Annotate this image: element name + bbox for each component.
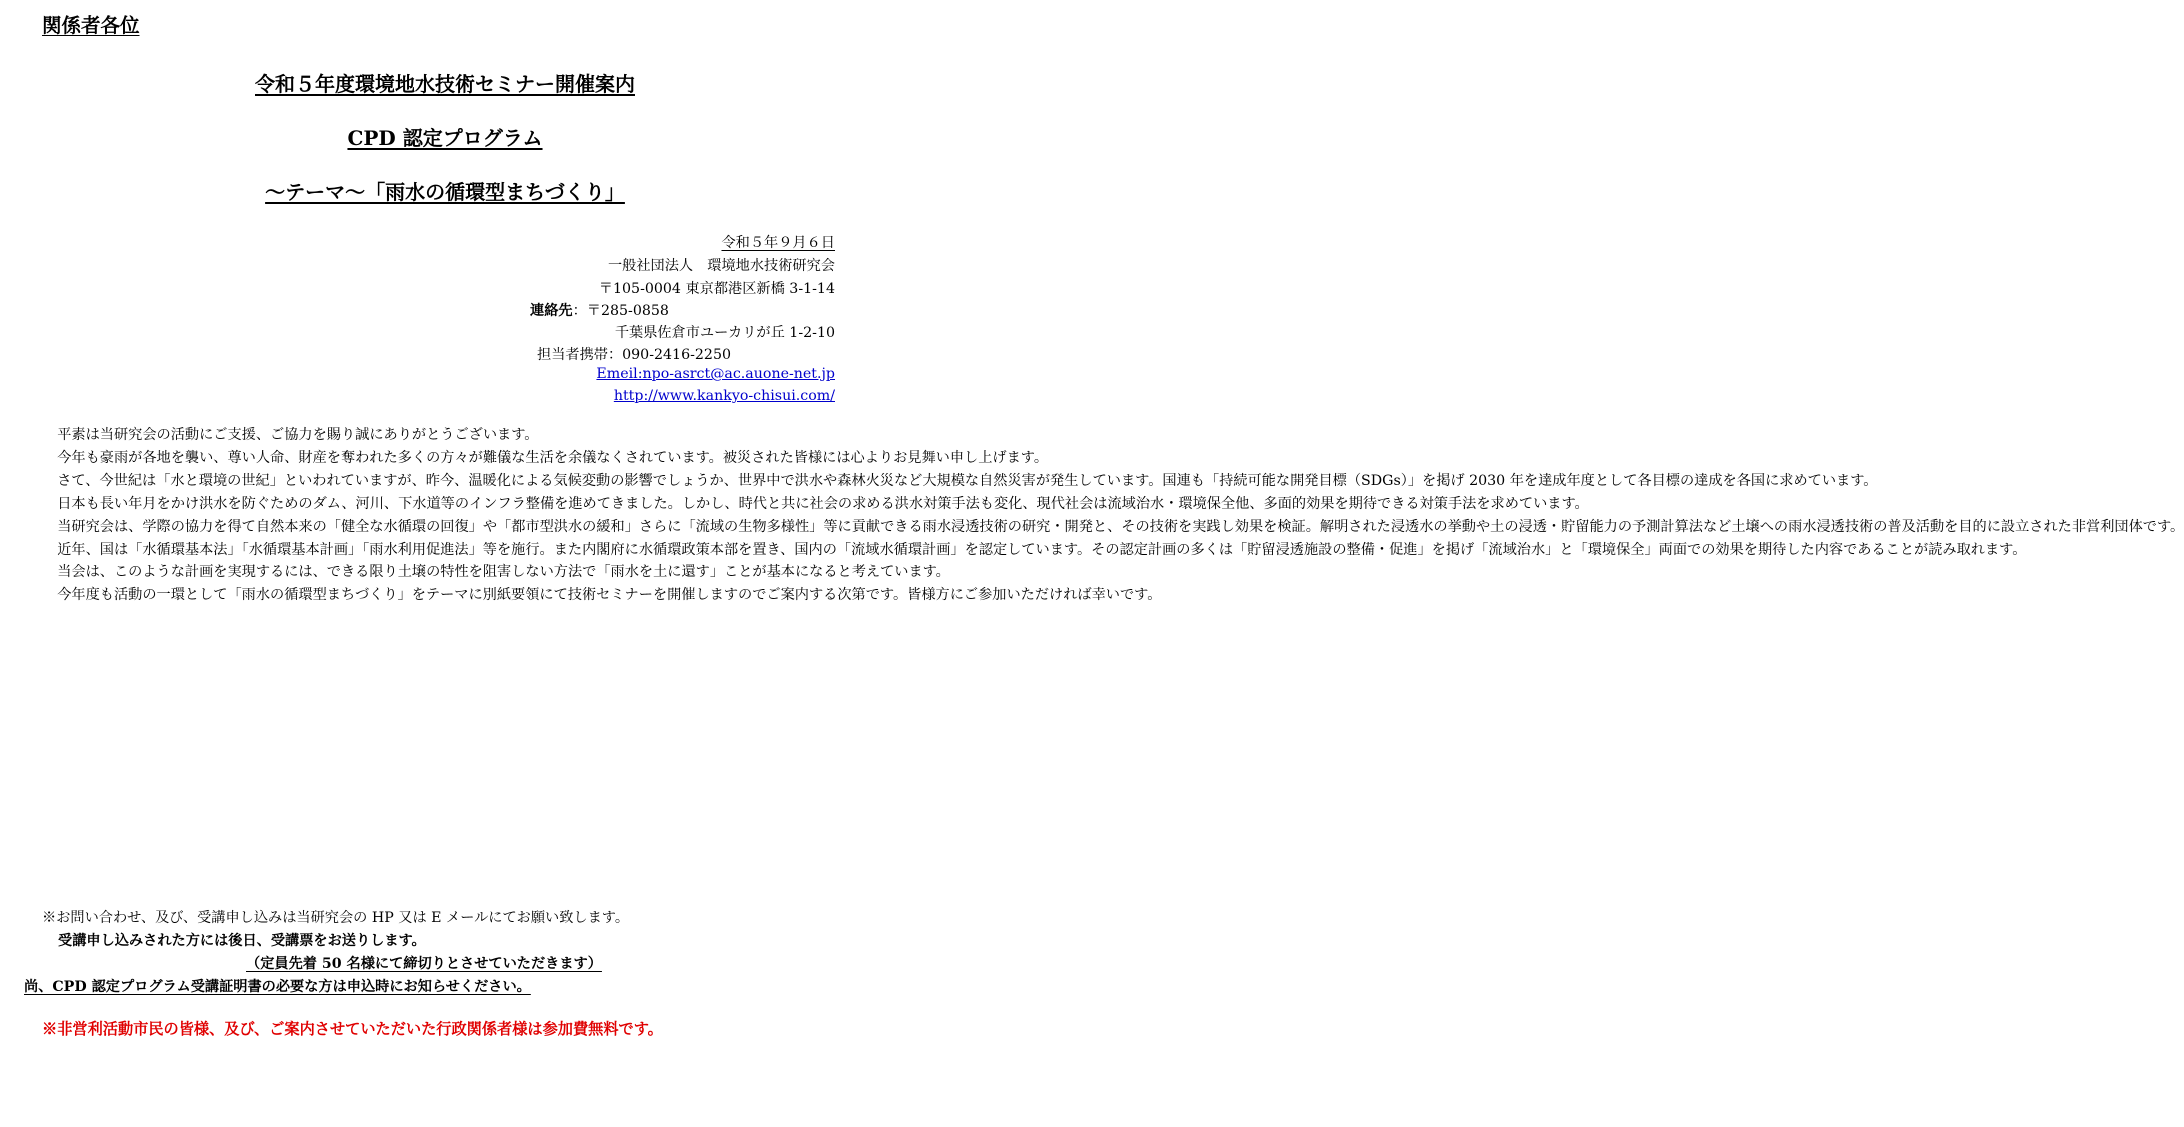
contact-email-link[interactable]: Emeil:npo-asrct@ac.auone-net.jp <box>596 366 835 382</box>
salutation: 関係者各位 <box>42 14 140 37</box>
contact-label: 連絡先 <box>530 303 573 319</box>
free-admission-note: ※非営利活動市民の皆様、及び、ご案内させていただいた行政関係者様は参加費無料です。 <box>42 1020 663 1038</box>
body-paragraph: 近年、国は「水循環基本法」「水循環基本計画」「雨水利用促進法」等を施行。また内閣府に水循環政策本部を置き、国内の「流域水循環計画」を認定しています。その認定計画の多くは「貯留浸透施設の整備・促進」を掲げ「流域治水」と「環境保全」両面での効果を期待した内容であることが読み取れます。 <box>57 541 2027 558</box>
contact-phone: 担当者携帯：090-2416-2250 <box>537 347 732 363</box>
sender-organization: 一般社団法人 環境地水技術研究会 <box>607 258 835 274</box>
title-cpd-program: CPD 認定プログラム <box>347 126 543 150</box>
body-paragraph: 今年度も活動の一環として「雨水の循環型まちづくり」をテーマに別紙要領にて技術セミナーを開催しますのでご案内する次第です。皆様方にご参加いただければ幸いです。 <box>57 587 1162 604</box>
body-paragraph: さて、今世紀は「水と環境の世紀」といわれていますが、昨今、温暖化による気候変動の影響でしょうか、世界中で洪水や森林火災など大規模な自然災害が発生しています。国連も「持続可能な開発目標（SDGs）」を掲げ 2030 年を達成年度として各目標の達成を各国に求めています。 <box>57 472 1878 489</box>
title-theme: ～テーマ～「雨水の循環型まちづくり」 <box>265 180 625 204</box>
body-paragraph: 今年も豪雨が各地を襲い、尊い人命、財産を奪われた多くの方々が難儀な生活を余儀なくされています。被災された皆様には心よりお見舞い申し上げます。 <box>57 449 1049 466</box>
contact-line <box>530 300 669 320</box>
issue-date: 令和５年９月６日 <box>721 235 835 251</box>
letter-body <box>43 424 2184 607</box>
website-link[interactable]: http://www.kankyo-chisui.com/ <box>613 388 835 404</box>
inquiry-note: ※お問い合わせ、及び、受講申し込みは当研究会の HP 又は E メールにてお願い致します。 <box>42 910 630 926</box>
ticket-note: 受講申し込みされた方には後日、受講票をお送りします。 <box>58 933 426 949</box>
cpd-certificate-note: 尚、CPD 認定プログラム受講証明書の必要な方は申込時にお知らせください。 <box>24 979 531 995</box>
contact-address: 千葉県佐倉市ユーカリが丘 1-2-10 <box>614 325 835 341</box>
capacity-note: （定員先着 50 名様にて締切りとさせていただきます） <box>246 956 602 972</box>
body-paragraph: 当会は、このような計画を実現するには、できる限り土壌の特性を阻害しない方法で「雨水を土に還す」ことが基本になると考えています。 <box>57 564 950 581</box>
sender-address: 〒105-0004 東京都港区新橋 3-1-14 <box>598 281 835 297</box>
body-paragraph: 平素は当研究会の活動にご支援、ご協力を賜り誠にありがとうございます。 <box>57 427 539 443</box>
body-paragraph: 日本も長い年月をかけ洪水を防ぐためのダム、河川、下水道等のインフラ整備を進めてきました。しかし、時代と共に社会の求める洪水対策手法も変化、現代社会は流域治水・環境保全他、多面的効果を期待できる対策手法を求めています。 <box>57 495 1589 512</box>
body-paragraph: 当研究会は、学際の協力を得て自然本来の「健全な水循環の回復」や「都市型洪水の緩和」さらに「流域の生物多様性」等に貢献できる雨水浸透技術の研究・開発と、その技術を実践し効果を検証。解明された浸透水の挙動や土の浸透・貯留能力の予測計算法など土壌への雨水浸透技術の普及活動を目的に設立された非営利団体です。 <box>57 518 2184 535</box>
contact-postal-code: ：〒285-0858 <box>572 303 669 319</box>
title-seminar: 令和５年度環境地水技術セミナー開催案内 <box>255 72 635 96</box>
